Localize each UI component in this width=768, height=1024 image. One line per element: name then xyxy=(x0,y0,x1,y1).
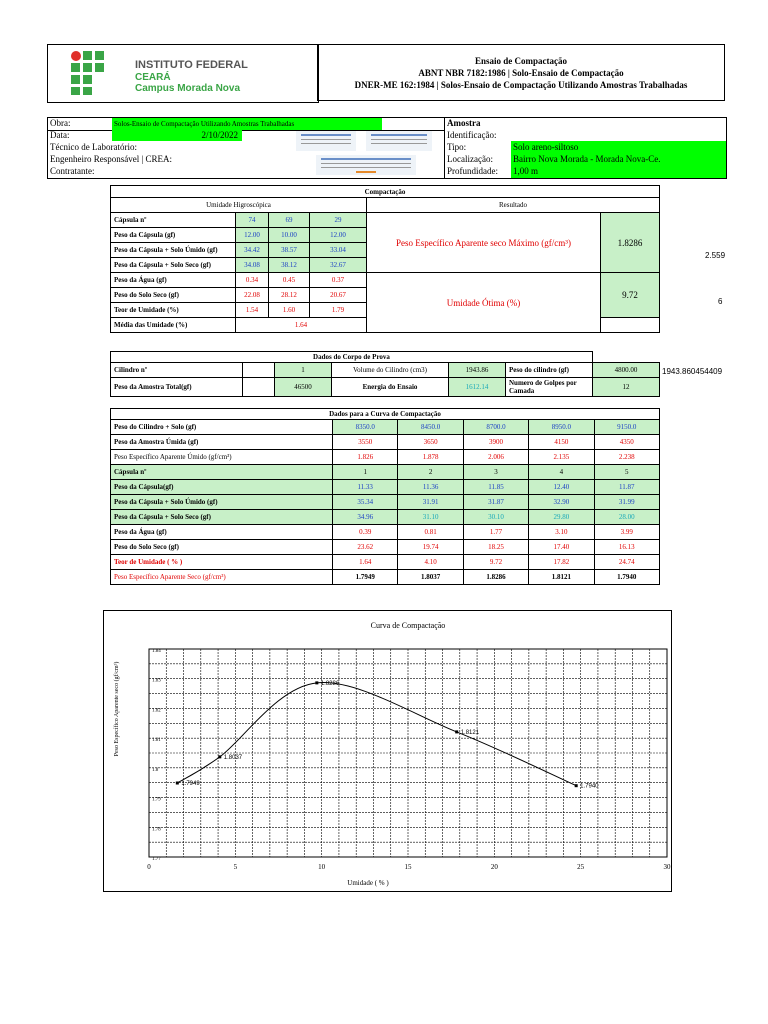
data-point xyxy=(176,782,179,785)
compaction-chart xyxy=(104,611,671,891)
info-block xyxy=(47,117,727,179)
table-row: Peso da Água (gf) 0.39 0.81 1.77 3.10 3.99 xyxy=(111,525,660,540)
table-row: Peso Específico Aparente Úmido (gf/cm³) 1.826 1.878 2.006 2.135 2.238 xyxy=(111,450,660,465)
table-row: Peso Específico Aparente Seco (gf/cm³) 1.7949 1.8037 1.8286 1.8121 1.7940 xyxy=(111,570,660,585)
amostra-label: Amostra xyxy=(447,118,481,128)
table-row: Peso do Solo Seco (gf) 23.62 19.74 18.25 17.40 16.13 xyxy=(111,540,660,555)
table-row: Peso da Cápsula (gf) 12.00 10.00 12.00 xyxy=(111,228,660,243)
data-label: 1.8286 xyxy=(320,680,340,687)
umidade-title: Umidade Higroscópica xyxy=(111,198,367,213)
y-tick-label: 1.83 xyxy=(152,678,161,684)
tipo-value: Solo areno-siltoso xyxy=(513,142,579,152)
table-row: Cápsula nº 74 69 29 Peso Específico Aparente seco Máximo (gf/cm³) 1.8286 xyxy=(111,213,660,228)
x-tick-label: 10 xyxy=(318,863,326,871)
title-line-2: ABNT NBR 7182:1986 | Solo-Ensaio de Compactação xyxy=(418,68,624,78)
table-row: Peso do Cilindro + Solo (gf) 8350.0 8450.0 8700.0 8950.0 9150.0 xyxy=(111,420,660,435)
title-line-1: Ensaio de Compactação xyxy=(475,56,567,66)
peso-max-value: 1.8286 xyxy=(601,213,660,273)
curva-title: Dados para a Curva de Compactação xyxy=(111,409,660,420)
localizacao-label: Localização: xyxy=(447,154,493,164)
resultado-title: Resultado xyxy=(367,198,660,213)
x-tick-label: 15 xyxy=(404,863,412,871)
identificacao-label: Identificação: xyxy=(447,130,497,140)
data-label: Data: xyxy=(50,130,70,140)
compactacao-table xyxy=(110,185,660,333)
table-row: Peso da Cápsula + Solo Seco (gf) 34.96 31.10 30.10 29.80 28.00 xyxy=(111,510,660,525)
profundidade-label: Profundidade: xyxy=(447,166,498,176)
y-tick-label: 1.8 xyxy=(152,767,159,773)
table-row: Teor de Umidade (%) 1.54 1.60 1.79 xyxy=(111,303,660,318)
tipo-label: Tipo: xyxy=(447,142,467,152)
chart-title: Curva de Compactação xyxy=(370,621,446,630)
x-tick-label: 0 xyxy=(147,863,151,871)
table-row: Peso da Amostra Úmida (gf) 3550 3650 3900 4150 4350 xyxy=(111,435,660,450)
institute-state: CEARÁ xyxy=(135,72,171,83)
data-label: 1.8037 xyxy=(223,754,243,761)
profundidade-value: 1,00 m xyxy=(513,166,539,176)
tecnico-label: Técnico de Laboratório: xyxy=(50,142,137,152)
x-tick-label: 20 xyxy=(490,863,498,871)
side-value-2: 6 xyxy=(718,297,723,306)
institute-name: INSTITUTO FEDERAL xyxy=(135,59,248,71)
data-point xyxy=(218,755,221,758)
corpo-title: Dados do Corpo de Prova xyxy=(111,352,593,363)
curva-table xyxy=(110,408,660,585)
y-tick-label: 1.81 xyxy=(152,738,161,744)
x-axis-label: Umidade ( % ) xyxy=(347,879,389,887)
umidade-otima-value: 9.72 xyxy=(601,273,660,318)
obra-label: Obra: xyxy=(50,118,71,128)
table-row: Peso da Amostra Total(gf) 46500 Energia do Ensaio 1612.14 Numero de Golpes por Camada 12 xyxy=(111,378,660,397)
x-tick-label: 25 xyxy=(577,863,585,871)
obra-value: Solos-Ensaio de Compactação Utilizando Amostras Trabalhadas xyxy=(112,118,382,130)
compactacao-title: Compactação xyxy=(111,186,660,198)
chart-frame xyxy=(103,610,672,892)
corpo-table xyxy=(110,351,660,397)
institute-logo-icon xyxy=(70,50,116,96)
data-value: 2/10/2022 xyxy=(112,130,242,141)
data-label: 1.7949 xyxy=(181,781,200,788)
media-value: 1.64 xyxy=(236,318,367,333)
x-tick-label: 5 xyxy=(233,863,238,871)
side-value-3: 1943.860454409 xyxy=(662,367,723,376)
x-tick-label: 30 xyxy=(663,863,671,871)
y-tick-label: 1.79 xyxy=(152,797,161,803)
engenheiro-label: Engenheiro Responsável | CREA: xyxy=(50,154,173,164)
side-value-1: 2.559 xyxy=(705,251,726,260)
contratante-label: Contratante: xyxy=(50,166,95,176)
table-row: Peso da Cápsula(gf) 11.33 11.36 11.85 12.40 11.87 xyxy=(111,480,660,495)
y-tick-label: 1.82 xyxy=(152,708,161,714)
peso-max-label: Peso Específico Aparente seco Máximo (gf/cm³) xyxy=(367,213,601,273)
table-row: Peso da Cápsula + Solo Úmido (gf) 34.42 38.57 33.04 xyxy=(111,243,660,258)
info-right xyxy=(445,118,726,178)
table-row: Cilindro nº 1 Volume do Cilindro (cm3) 1943.86 Peso do cilindro (gf) 4800.00 xyxy=(111,363,660,378)
data-label: 1.8121 xyxy=(460,729,480,736)
media-label: Média das Umidade (%) xyxy=(111,318,236,333)
header-title-box xyxy=(317,44,725,101)
table-row: Peso da Cápsula + Solo Seco (gf) 34.08 38.12 32.67 xyxy=(111,258,660,273)
localizacao-value: Bairro Nova Morada - Morada Nova-Ce. xyxy=(513,154,661,164)
table-row: Peso da Cápsula + Solo Úmido (gf) 35.34 31.91 31.87 32.90 31.99 xyxy=(111,495,660,510)
data-point xyxy=(315,681,318,684)
umidade-otima-label: Umidade Ótima (%) xyxy=(367,273,601,333)
y-tick-label: 1.78 xyxy=(152,827,161,833)
info-left xyxy=(48,118,445,178)
table-row: Cápsula nº 1 2 3 4 5 xyxy=(111,465,660,480)
y-axis-label: Peso Específico Aparente seco (gf/cm³) xyxy=(114,661,120,757)
table-row: Peso do Solo Seco (gf) 22.08 28.12 20.67 xyxy=(111,288,660,303)
data-label: 1.7940 xyxy=(580,783,599,790)
data-point xyxy=(455,730,458,733)
header-logo-box xyxy=(47,44,319,103)
table-row: Teor de Umidade ( % ) 1.64 4.10 9.72 17.82 24.74 xyxy=(111,555,660,570)
institute-campus: Campus Morada Nova xyxy=(135,83,241,94)
y-tick-label: 1.77 xyxy=(152,857,161,862)
table-row: Peso da Água (gf) 0.34 0.45 0.37 Umidade Ótima (%) 9.72 xyxy=(111,273,660,288)
data-point xyxy=(575,784,578,787)
title-line-3: DNER-ME 162:1984 | Solos-Ensaio de Compactação Utilizando Amostras Trabalhadas xyxy=(354,80,688,90)
y-tick-label: 1.84 xyxy=(152,649,161,654)
series-line xyxy=(177,680,576,786)
spreadsheet-thumbnail-icon xyxy=(296,131,436,175)
